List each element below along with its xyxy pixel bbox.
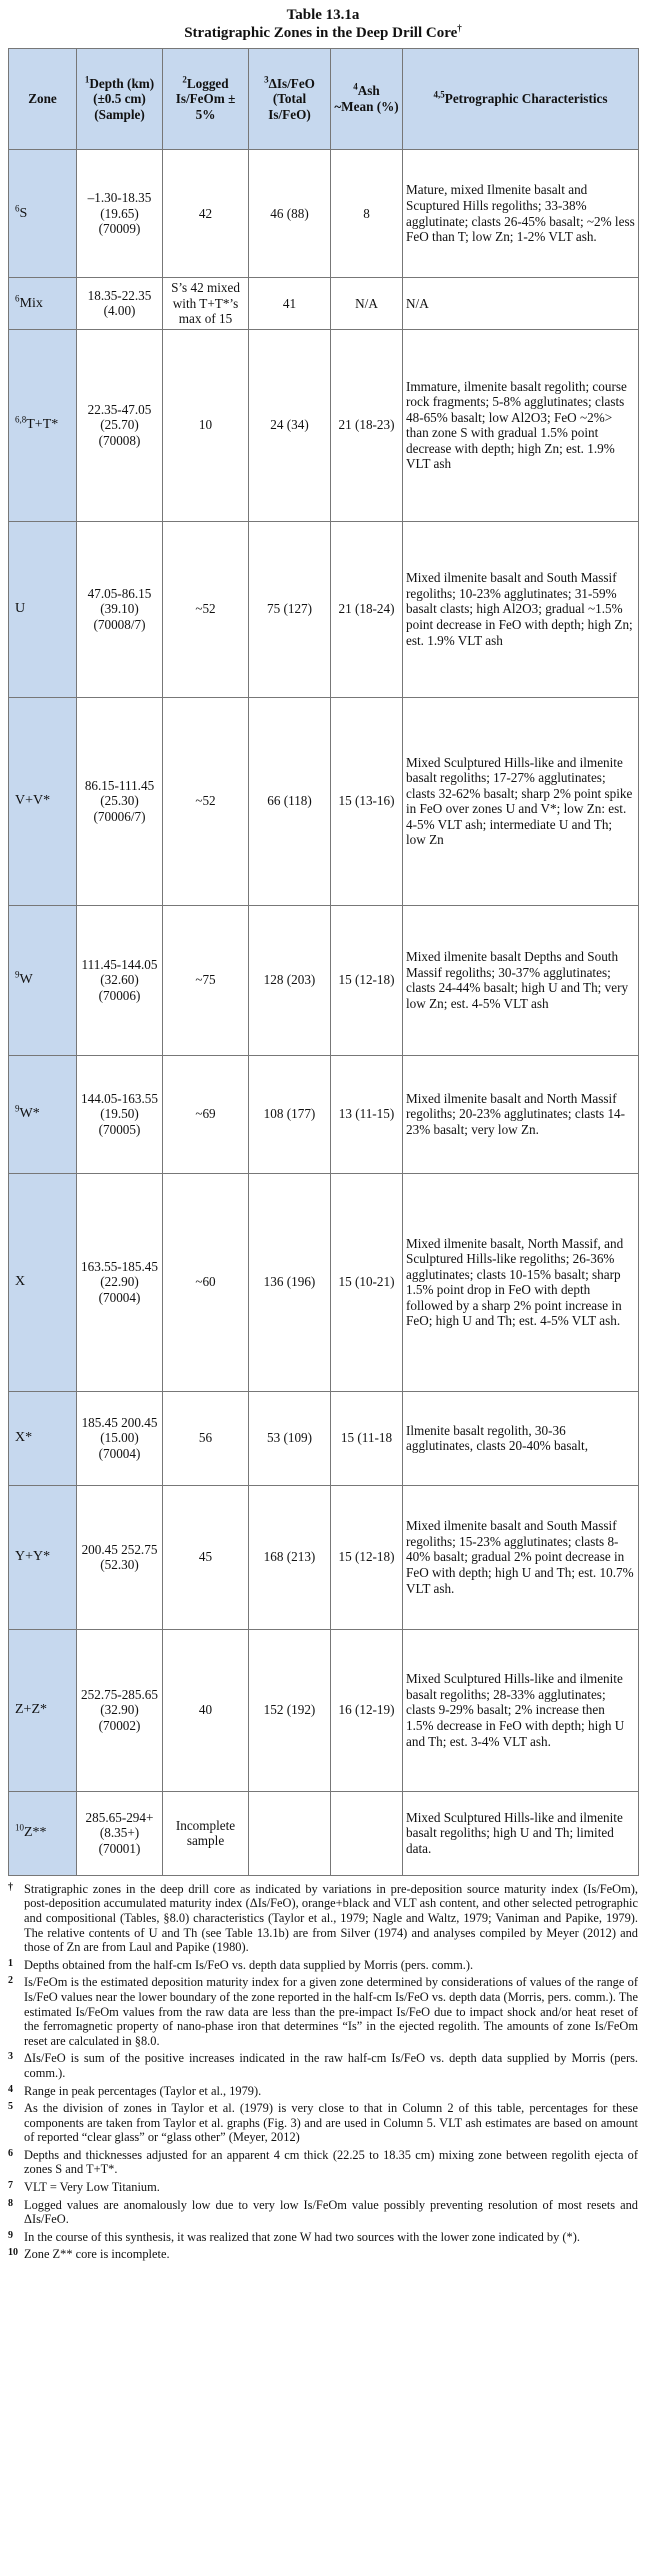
- depth-cell: 185.45 200.45 (15.00) (70004): [77, 1391, 163, 1485]
- petro-cell: Mixed ilmenite basalt and North Massif regoliths; 20-23% agglutinates; clasts 14-23% basalt; very low Zn.: [403, 1055, 639, 1173]
- ash-cell: 15 (12-18): [331, 1485, 403, 1629]
- table-row: [9, 329, 639, 521]
- footnote: [8, 2247, 638, 2262]
- logged-cell: 45: [163, 1485, 249, 1629]
- table-row: [9, 905, 639, 1055]
- subtitle-mark: †: [457, 23, 462, 33]
- petro-cell: Mixed Sculptured Hills-like and ilmenite basalt regoliths; high U and Th; limited data.: [403, 1791, 639, 1875]
- petro-cell: Mixed ilmenite basalt Depths and South Massif regoliths; 30-37% agglutinates; clasts 24-44% basalt; high U and Th; very low Zn; est. 4-5% VLT ash: [403, 905, 639, 1055]
- table-row: [9, 521, 639, 697]
- footnote-mark: 9: [8, 2229, 13, 2241]
- header-depth: $^1$Depth (km) (±0.5 cm) (Sample): [77, 49, 163, 150]
- zone-cell: U: [9, 521, 77, 697]
- ash-cell: 16 (12-19): [331, 1629, 403, 1791]
- ash-cell: 21 (18-24): [331, 521, 403, 697]
- logged-cell: ~52: [163, 521, 249, 697]
- logged-cell: 40: [163, 1629, 249, 1791]
- footnote-text: VLT = Very Low Titanium.: [24, 2180, 160, 2195]
- ash-cell: 15 (11-18: [331, 1391, 403, 1485]
- subtitle-text: Stratigraphic Zones in the Deep Drill Core: [184, 25, 458, 41]
- depth-cell: 47.05-86.15 (39.10) (70008/7): [77, 521, 163, 697]
- footnote-mark: 2: [8, 1975, 13, 1987]
- zone-cell: $^9$W: [9, 905, 77, 1055]
- footnote-text: Depths and thicknesses adjusted for an apparent 4 cm thick (22.25 to 18.35 cm) mixing zone between regolith ejecta of zones S and T+T*.: [24, 2147, 638, 2177]
- zone-cell: V+V*: [9, 697, 77, 905]
- zone-cell: $^6$S: [9, 150, 77, 278]
- header-delta: $^3$ΔIs/FeO (Total Is/FeO): [249, 49, 331, 150]
- footnote: [8, 1882, 638, 1955]
- ash-cell: 13 (11-15): [331, 1055, 403, 1173]
- ash-cell: 15 (13-16): [331, 697, 403, 905]
- footnote: [8, 2198, 638, 2227]
- ash-cell: N/A: [331, 278, 403, 330]
- zone-cell: $^9$W*: [9, 1055, 77, 1173]
- petro-cell: Mixed Sculptured Hills-like and ilmenite basalt regoliths; 28-33% agglutinates; clasts 9-29% basalt; 2% increase then 1.5% decrease in FeO with depth; high U and Th; est. 3-4% VLT ash.: [403, 1629, 639, 1791]
- zone-cell: $^6$Mix: [9, 278, 77, 330]
- depth-cell: 86.15-111.45 (25.30) (70006/7): [77, 697, 163, 905]
- footnote-text: ΔIs/FeO is sum of the positive increases indicated in the raw half-cm Is/FeO vs. depth data supplied by Morris (pers. comm.).: [24, 2051, 638, 2080]
- logged-cell: ~69: [163, 1055, 249, 1173]
- header-ash: $^4$Ash ~Mean (%): [331, 49, 403, 150]
- footnote-mark: 7: [8, 2180, 13, 2192]
- delta-cell: 136 (196): [249, 1173, 331, 1391]
- footnote: [8, 2180, 638, 2195]
- depth-cell: 285.65-294+ (8.35+) (70001): [77, 1791, 163, 1875]
- logged-cell: 10: [163, 329, 249, 521]
- stratigraphy-table: [8, 48, 639, 1876]
- petro-cell: Mature, mixed Ilmenite basalt and Scuptured Hills regoliths; 33-38% agglutinate; clasts 26-45% basalt; ~2% less FeO than T; low Zn; 1-2% VLT ash.: [403, 150, 639, 278]
- footnote-text: Depths obtained from the half-cm Is/FeO vs. depth data supplied by Morris (pers. comm.).: [24, 1957, 474, 1972]
- footnote: [8, 2148, 638, 2177]
- footnotes: [8, 1882, 638, 2262]
- table-row: [9, 1173, 639, 1391]
- header-petro: $^{4,5}$Petrographic Characteristics: [403, 49, 639, 150]
- zone-cell: X: [9, 1173, 77, 1391]
- ash-cell: 21 (18-23): [331, 329, 403, 521]
- table-body: [9, 150, 639, 1876]
- footnote-mark: 8: [8, 2197, 13, 2209]
- logged-cell: ~75: [163, 905, 249, 1055]
- footnote-mark: 3: [8, 2051, 13, 2063]
- depth-cell: 163.55-185.45 (22.90) (70004): [77, 1173, 163, 1391]
- table-row: [9, 1391, 639, 1485]
- footnote: [8, 2084, 638, 2099]
- depth-cell: 252.75-285.65 (32.90) (70002): [77, 1629, 163, 1791]
- petro-cell: Mixed ilmenite basalt and South Massif regoliths; 10-23% agglutinates; 31-59% basalt clasts; high Al2O3; gradual ~1.5% point decrease in FeO with depth; high Zn; est. 1.9% VLT ash: [403, 521, 639, 697]
- footnote-text: Is/FeOm is the estimated deposition maturity index for a given zone determined by considerations of values of the range of Is/FeO values near the lower boundary of the zone reported in the half-cm Is/FeO vs. depth data (Morris, pers. comm.). The estimated Is/FeOm values from the raw data are less than the pre-impact Is/FeO due to impact shock and/or heat reset of the ferromagnetic property of nano-phase iron that determines “Is” in the ejected regolith. The amounts of zone Is/FeOm reset are calculated in §8.0.: [24, 1975, 638, 2048]
- depth-cell: 22.35-47.05 (25.70) (70008): [77, 329, 163, 521]
- zone-cell: X*: [9, 1391, 77, 1485]
- footnote-text: In the course of this synthesis, it was realized that zone W had two sources with the lower zone indicated by (*).: [24, 2229, 580, 2244]
- table-row: [9, 150, 639, 278]
- table-row: [9, 278, 639, 330]
- footnote-mark: 4: [8, 2083, 13, 2095]
- depth-cell: 18.35-22.35 (4.00): [77, 278, 163, 330]
- zone-cell: Z+Z*: [9, 1629, 77, 1791]
- petro-cell: Mixed ilmenite basalt, North Massif, and Sculptured Hills-like regoliths; 26-36% agglutinates; clasts 10-15% basalt; sharp 1.5% point drop in FeO with depth followed by a sharp 2% point increase in FeO; high U and Th; est. 4-5% VLT ash.: [403, 1173, 639, 1391]
- table-row: [9, 1629, 639, 1791]
- depth-cell: 144.05-163.55 (19.50) (70005): [77, 1055, 163, 1173]
- footnote: [8, 2230, 638, 2245]
- footnote: [8, 2051, 638, 2080]
- footnote-text: Zone Z** core is incomplete.: [24, 2247, 170, 2262]
- header-logged: $^2$Logged Is/FeOm ± 5%: [163, 49, 249, 150]
- footnote: [8, 2101, 638, 2145]
- logged-cell: 42: [163, 150, 249, 278]
- delta-cell: 24 (34): [249, 329, 331, 521]
- logged-cell: 56: [163, 1391, 249, 1485]
- footnote-mark: 6: [8, 2147, 13, 2159]
- header-row: [9, 49, 639, 150]
- delta-cell: 152 (192): [249, 1629, 331, 1791]
- footnote-mark: 10: [8, 2247, 18, 2259]
- petro-cell: N/A: [403, 278, 639, 330]
- footnote-text: As the division of zones in Taylor et al. (1979) is very close to that in Column 2 of this table, percentages for these components are taken from Taylor et al. graphs (Fig. 3) and are used in Column 5. VLT ash estimates are based on amount of reported “clear glass” or “glass other” (Meyer, 2012): [24, 2101, 638, 2145]
- petro-cell: Ilmenite basalt regolith, 30-36 agglutinates, clasts 20-40% basalt,: [403, 1391, 639, 1485]
- delta-cell: [249, 1791, 331, 1875]
- footnote-text: Logged values are anomalously low due to very low Is/FeOm value possibly preventing resolution of most resets and ΔIs/FeO.: [24, 2197, 638, 2227]
- footnote: [8, 1958, 638, 1973]
- ash-cell: 15 (12-18): [331, 905, 403, 1055]
- logged-cell: ~52: [163, 697, 249, 905]
- table-row: [9, 1055, 639, 1173]
- zone-cell: Y+Y*: [9, 1485, 77, 1629]
- logged-cell: Incomplete sample: [163, 1791, 249, 1875]
- petro-cell: Immature, ilmenite basalt regolith; course rock fragments; 5-8% agglutinates; clasts 48-65% basalt; low Al2O3; FeO ~2%> than zone S with gradual 1.5% point decrease with depth; high Zn; est. 1.9% VLT ash: [403, 329, 639, 521]
- zone-cell: $^{10}$Z**: [9, 1791, 77, 1875]
- table-title: Table 13.1a: [286, 7, 360, 23]
- ash-cell: 15 (10-21): [331, 1173, 403, 1391]
- delta-cell: 66 (118): [249, 697, 331, 905]
- header-zone: Zone: [9, 49, 77, 150]
- delta-cell: 108 (177): [249, 1055, 331, 1173]
- footnote: [8, 1975, 638, 2048]
- delta-cell: 75 (127): [249, 521, 331, 697]
- footnote-mark: †: [8, 1881, 13, 1893]
- table-row: [9, 1485, 639, 1629]
- footnote-mark: 1: [8, 1957, 13, 1969]
- depth-cell: 200.45 252.75 (52.30): [77, 1485, 163, 1629]
- logged-cell: S’s 42 mixed with T+T*’s max of 15: [163, 278, 249, 330]
- delta-cell: 46 (88): [249, 150, 331, 278]
- petro-cell: Mixed ilmenite basalt and South Massif regoliths; 15-23% agglutinates; clasts 8-40% basalt; gradual 2% point decrease in FeO with depth; high U and Th; est. 10.7% VLT ash.: [403, 1485, 639, 1629]
- table-subtitle: [8, 24, 638, 42]
- depth-cell: –1.30-18.35 (19.65) (70009): [77, 150, 163, 278]
- delta-cell: 41: [249, 278, 331, 330]
- delta-cell: 168 (213): [249, 1485, 331, 1629]
- table-row: [9, 697, 639, 905]
- logged-cell: ~60: [163, 1173, 249, 1391]
- delta-cell: 128 (203): [249, 905, 331, 1055]
- table-row: [9, 1791, 639, 1875]
- ash-cell: [331, 1791, 403, 1875]
- footnote-text: Range in peak percentages (Taylor et al., 1979).: [24, 2083, 262, 2098]
- depth-cell: 111.45-144.05 (32.60) (70006): [77, 905, 163, 1055]
- ash-cell: 8: [331, 150, 403, 278]
- footnote-mark: 5: [8, 2101, 13, 2113]
- petro-cell: Mixed Sculptured Hills-like and ilmenite basalt regoliths; 17-27% agglutinates; clasts 32-62% basalt; sharp 2% point spike in FeO over zones U and V*; low Zn: est. 4-5% VLT ash; intermediate U and Th; low Zn: [403, 697, 639, 905]
- delta-cell: 53 (109): [249, 1391, 331, 1485]
- footnote-text: Stratigraphic zones in the deep drill core as indicated by variations in pre-deposition source maturity index (Is/FeOm), post-deposition accumulated maturity index (ΔIs/FeO), orange+black and VLT ash content, and other selected petrographic and compositional (Tables, §8.0) characteristics (Taylor et al., 1979; Nagle and Waltz, 1979; Vaniman and Papike, 1979). The relative contents of U and Th (see Table 13.1b) are from Silver (1974) and analyses compiled by Meyer (2012) and those of Zn are from Laul and Papike (1980).: [24, 1881, 638, 1955]
- zone-cell: $^{6,8}$T+T*: [9, 329, 77, 521]
